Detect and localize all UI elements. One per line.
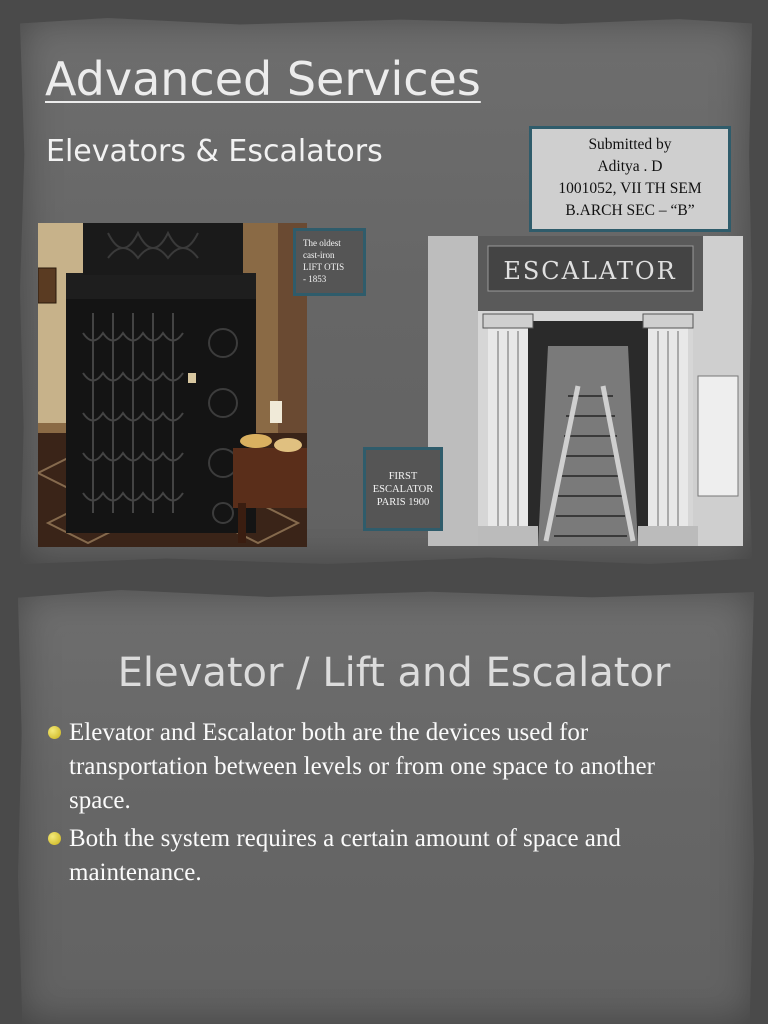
lift-caption-line4: - 1853 [303,274,327,284]
lift-caption-line3: LIFT OTIS [303,262,345,272]
escalator-sign-text: ESCALATOR [503,257,677,285]
submission-info-box [529,126,731,232]
lift-caption-box [293,228,366,296]
escalator-caption-box [363,447,443,531]
author-id-semester: 1001052, VII TH SEM [558,180,702,197]
slide-title: Advanced Services [45,52,481,106]
bullet-dot-icon [48,726,61,739]
escalator-caption-line3: PARIS 1900 [376,497,430,508]
bullet-text: Both the system requires a certain amount of space and maintenance. [69,825,621,886]
bullet-dot-icon [48,832,61,845]
escalator-caption-line1: FIRST [388,471,418,482]
lift-caption-line2: cast-iron [303,250,335,260]
slide-subtitle: Elevators & Escalators [46,134,383,169]
bullet-text: Elevator and Escalator both are the devices used for transportation between levels or from one space to another space. [69,719,655,814]
list-item [46,822,696,890]
escalator-caption-line2: ESCALATOR [372,484,434,495]
bullet-list [46,716,696,894]
list-item [46,716,696,818]
submitted-by-label: Submitted by [588,136,672,153]
lift-caption-line1: The oldest [303,238,341,248]
otis-lift-photo [38,223,307,547]
first-escalator-photo [428,236,743,546]
author-section: B.ARCH SEC – “B” [565,202,695,219]
author-name: Aditya . D [597,158,663,175]
content-slide-title: Elevator / Lift and Escalator [117,650,671,696]
